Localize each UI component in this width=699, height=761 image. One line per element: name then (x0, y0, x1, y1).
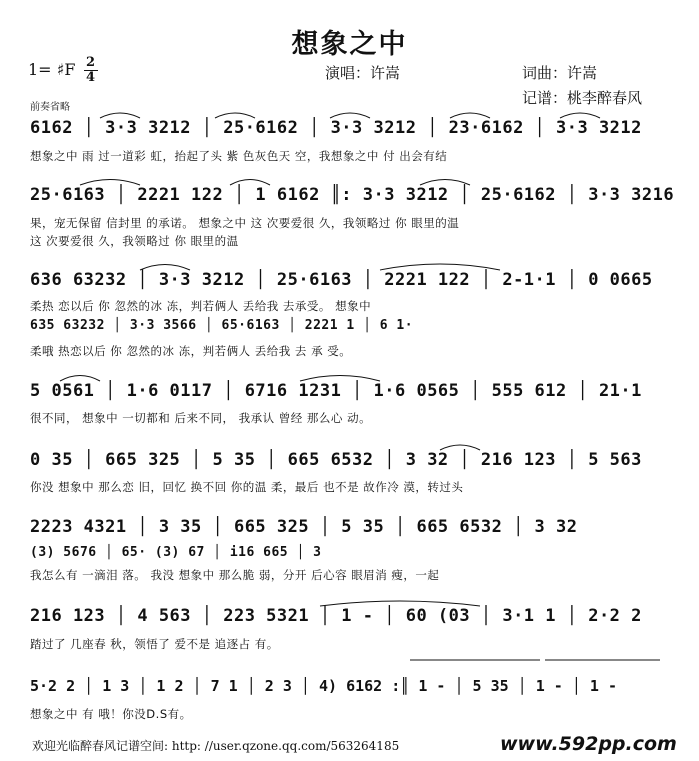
score-row-6-notes: 2223 4321 │ 3 35 │ 665 325 │ 5 35 │ 665 6532 │ 3 32 (30, 517, 578, 537)
time-signature-top: 2 (86, 55, 96, 70)
score-row-2-lyrics-1: 果，宠无保留 信封里 的承诺。 想象之中 这 次要爱很 久，我领略过 你 眼里的温 (30, 216, 460, 230)
score-row-2-notes: 25·6163 │ 2221 122 │ 1 6162 ║: 3·3 3212 │ 25·6162 │ 3·3 3216 (30, 185, 675, 205)
score-row-4-notes: 5 0561 │ 1·6 0117 │ 6716 1231 │ 1·6 0565 │ 555 612 │ 21·1 (30, 381, 642, 401)
score-row-3-lyrics-2: 柔哦 热恋以后 你 忽然的冰 冻，判若俩人 丢给我 去 承 受。 (30, 344, 352, 358)
score-row-7-lyrics: 踏过了 几座春 秋，领悟了 爱不是 追逐占 有。 (30, 637, 279, 651)
score-row-1-lyrics: 想象之中 雨 过一道彩 虹，抬起了头 紫 色灰色天 空，我想象之中 付 出会有结 (30, 149, 448, 163)
score-row-5-lyrics: 你没 想象中 那么恋 旧，回忆 换不回 你的温 柔，最后 也不是 故作冷 漠，转过头 (30, 480, 464, 494)
score-row-8-lyrics: 想象之中 有 哦！你没D.S有。 (30, 707, 192, 721)
score-row-4-lyrics: 很不同， 想象中 一切都和 后来不同， 我承认 曾经 那么心 动。 (30, 411, 372, 425)
footer-text: 欢迎光临醉春风记谱空间: http: //user.qzone.qq.com/563264185 (32, 739, 400, 753)
score-row-5-notes: 0 35 │ 665 325 │ 5 35 │ 665 6532 │ 3 32 │ 216 123 │ 5 563 (30, 450, 642, 470)
score-row-6-sub-notes: (3) 5676 │ 65· (3) 67 │ i16 665 │ 3 (30, 545, 322, 560)
key-signature: 1= ♯F (28, 60, 76, 79)
score-row-3-notes: 636 63232 │ 3·3 3212 │ 25·6163 │ 2221 122 │ 2-1·1 │ 0 0665 (30, 270, 653, 290)
score-row-1-notes: 6162 │ 3·3 3212 │ 25·6162 │ 3·3 3212 │ 23·6162 │ 3·3 3212 (30, 118, 642, 138)
score-row-8-notes: 5·2 2 │ 1 3 │ 1 2 │ 7 1 │ 2 3 │ 4) 6162 :║ 1 - │ 5 35 │ 1 - │ 1 - (30, 677, 617, 695)
time-signature-bottom: 4 (86, 70, 96, 85)
score-row-6-lyrics: 我怎么有 一滴泪 落。 我没 想象中 那么脆 弱，分开 后心容 眼眉消 瘦，一起 (30, 568, 440, 582)
score-row-7-notes: 216 123 │ 4 563 │ 223 5321 │ 1 - │ 60 (03 │ 3·1 1 │ 2·2 2 (30, 606, 642, 626)
intro-note: 前奏省略 (30, 102, 70, 113)
score-row-3-sub-notes: 635 63232 │ 3·3 3566 │ 65·6163 │ 2221 1 │ 6 1· (30, 318, 414, 333)
transcriber-credit: 记谱：桃李醉春风 (522, 89, 643, 107)
singer-credit: 演唱：许嵩 (325, 64, 401, 82)
composer-credit: 词曲：许嵩 (522, 64, 598, 82)
score-row-3-lyrics-1: 柔热 恋以后 你 忽然的冰 冻，判若俩人 丢给我 去承受。 想象中 (30, 299, 372, 313)
song-title: 想象之中 (291, 29, 408, 60)
site-watermark: www.592pp.com (500, 733, 677, 755)
score-row-2-lyrics-2: 这 次要爱很 久，我领略过 你 眼里的温 (30, 234, 239, 248)
